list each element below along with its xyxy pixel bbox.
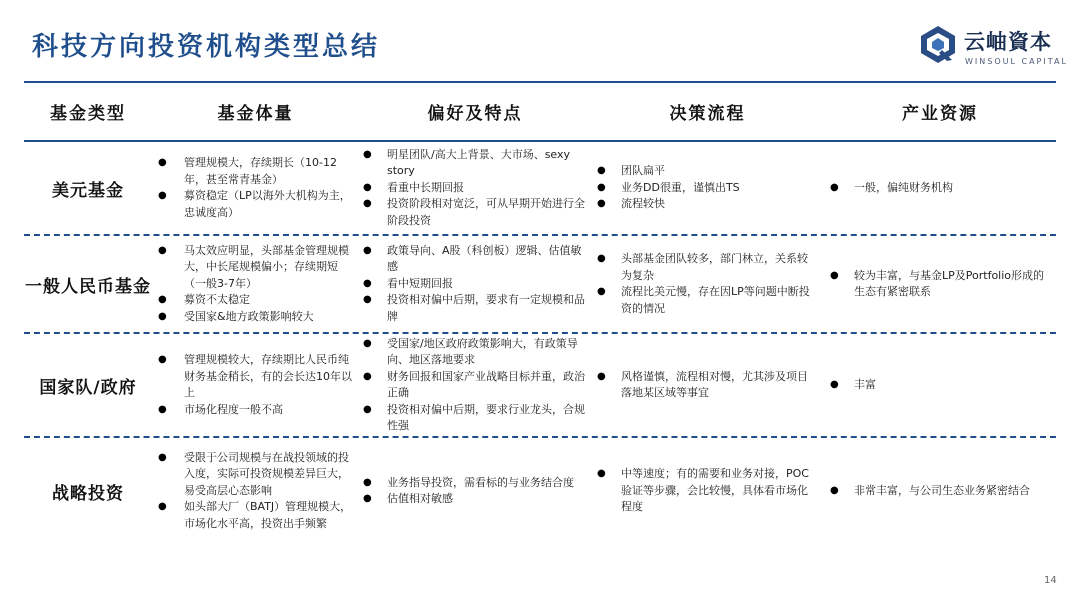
list-item: ● 市场化程度一般不高 [152, 402, 353, 419]
list-item: ● 政策导向、A股（科创板）逻辑、估值敏感 [359, 243, 585, 276]
list-item: ● 非常丰富，与公司生态业务紧密结合 [824, 483, 1050, 500]
decision-cell [591, 251, 824, 317]
resources-cell [824, 377, 1056, 394]
preference-cell [359, 336, 591, 435]
list-item: ● 较为丰富，与基金LP及Portfolio形成的生态有紧密联系 [824, 268, 1050, 301]
decision-cell [591, 369, 824, 402]
table-row [24, 334, 1056, 436]
decision-cell [591, 466, 824, 516]
list-item: ● 业务DD很重，谨慎出TS [591, 180, 818, 197]
list-item: ● 受国家&地方政策影响较大 [152, 309, 353, 326]
list-item: ● 估值相对敏感 [359, 491, 585, 508]
fund-type-cell: 国家队/政府 [39, 377, 137, 398]
header-cell: 产业资源 [902, 104, 978, 124]
table-header [24, 83, 1056, 140]
logo-subtitle: WINSOUL CAPITAL [965, 57, 1068, 66]
list-item: ● 流程较快 [591, 196, 818, 213]
decision-cell [591, 163, 824, 213]
list-item: ● 投资阶段相对宽泛，可从早期开始进行全阶段投资 [359, 196, 585, 229]
list-item: ● 看重中长期回报 [359, 180, 585, 197]
list-item: ● 看中短期回报 [359, 276, 585, 293]
list-item: ● 一般，偏纯财务机构 [824, 180, 1050, 197]
fund-size-cell [152, 243, 359, 326]
page-number: 14 [1044, 575, 1057, 586]
fund-type-cell: 一般人民币基金 [25, 276, 151, 297]
comparison-table [24, 83, 1056, 544]
list-item: ● 流程比美元慢，存在因LP等问题中断投资的情况 [591, 284, 818, 317]
list-item: ● 业务指导投资，需看标的与业务结合度 [359, 475, 585, 492]
winsoul-logo-icon [918, 24, 958, 64]
fund-size-cell [152, 155, 359, 221]
preference-cell [359, 475, 591, 508]
list-item: ● 受限于公司规模与在战投领域的投入度，实际可投资规模差异巨大，易受高层心态影响 [152, 450, 353, 500]
list-item: ● 受国家/地区政府政策影响大，有政策导向、地区落地要求 [359, 336, 585, 369]
resources-cell [824, 483, 1056, 500]
list-item: ● 管理规模较大，存续期比人民币纯财务基金稍长，有的会长达10年以上 [152, 352, 353, 402]
list-item: ● 中等速度；有的需要和业务对接，POC验证等步骤，会比较慢，具体看市场化程度 [591, 466, 818, 516]
fund-type-cell: 美元基金 [52, 180, 124, 201]
table-row [24, 438, 1056, 544]
list-item: ● 投资相对偏中后期，要求行业龙头，合规性强 [359, 402, 585, 435]
list-item: ● 丰富 [824, 377, 1050, 394]
table-row [24, 142, 1056, 234]
preference-cell [359, 147, 591, 230]
list-item: ● 管理规模大，存续期长（10-12年，甚至常青基金） [152, 155, 353, 188]
list-item: ● 如头部大厂（BATJ）管理规模大，市场化水平高，投资出手频繁 [152, 499, 353, 532]
list-item: ● 财务回报和国家产业战略目标并重，政治正确 [359, 369, 585, 402]
list-item: ● 投资相对偏中后期，要求有一定规模和品牌 [359, 292, 585, 325]
logo-name: 云岫資本 [964, 29, 1052, 54]
header-cell: 基金类型 [50, 104, 126, 124]
resources-cell [824, 268, 1056, 301]
fund-type-cell: 战略投资 [52, 483, 124, 504]
fund-size-cell [152, 352, 359, 418]
page-title: 科技方向投资机构类型总结 [32, 32, 381, 62]
list-item: ● 头部基金团队较多，部门林立，关系较为复杂 [591, 251, 818, 284]
list-item: ● 风格谨慎，流程相对慢，尤其涉及项目落地某区域等事宜 [591, 369, 818, 402]
list-item: ● 团队扁平 [591, 163, 818, 180]
company-logo [918, 24, 1068, 70]
header-cell: 决策流程 [669, 104, 746, 124]
list-item: ● 募资稳定（LP以海外大机构为主，忠诚度高） [152, 188, 353, 221]
fund-size-cell [152, 450, 359, 533]
list-item: ● 马太效应明显，头部基金管理规模大，中长尾规模偏小；存续期短（一般3-7年） [152, 243, 353, 293]
list-item: ● 募资不太稳定 [152, 292, 353, 309]
resources-cell [824, 180, 1056, 197]
header-cell: 偏好及特点 [427, 104, 523, 124]
preference-cell [359, 243, 591, 326]
list-item: ● 明星团队/高大上背景、大市场、sexy story [359, 147, 585, 180]
header-cell: 基金体量 [217, 104, 294, 124]
table-row [24, 236, 1056, 332]
